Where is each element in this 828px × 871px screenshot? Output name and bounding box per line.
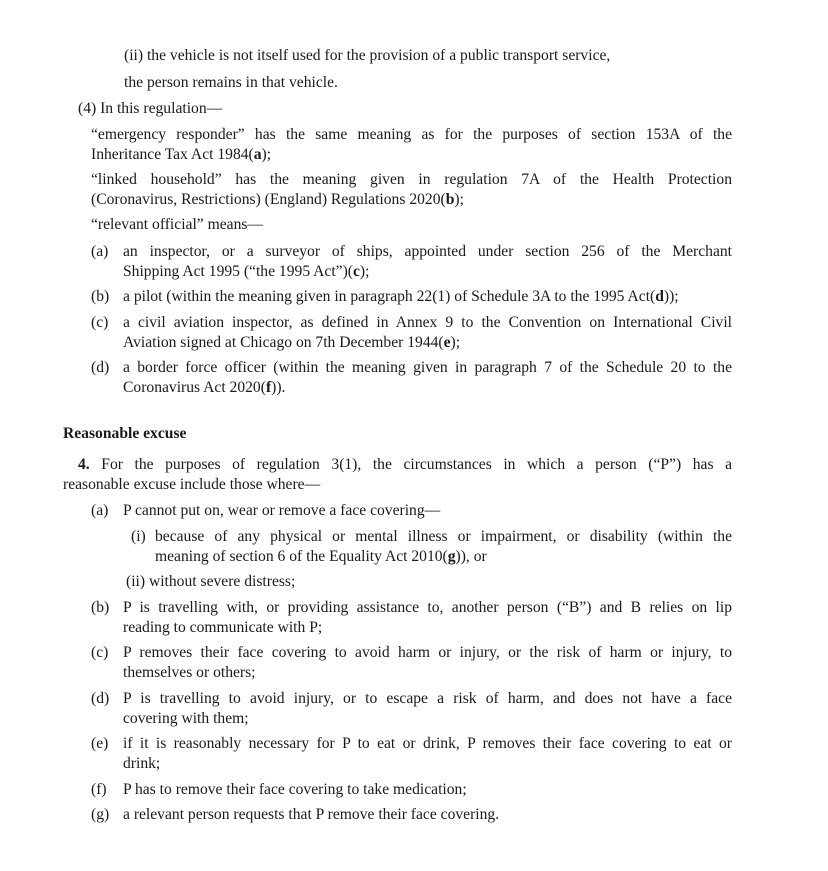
text: Coronavirus Act 2020( (123, 379, 266, 396)
item-label: (a) (91, 243, 109, 260)
item-label: (d) (91, 359, 110, 376)
text: )); (663, 288, 679, 305)
remains-clause: the person remains in that vehicle. (124, 74, 338, 91)
regulation-4-intro-line1 (78, 455, 732, 475)
reason-b-line2: reading to communicate with P; (123, 619, 323, 636)
item-label: (d) (91, 690, 110, 707)
reason-e-line2: drink; (123, 755, 161, 772)
item-label: (c) (91, 314, 109, 331)
footnote-ref: c (352, 263, 360, 280)
reason-a: P cannot put on, wear or remove a face covering— (123, 502, 441, 519)
text: ); (454, 191, 464, 208)
reason-a-ii: (ii) without severe distress; (126, 573, 296, 590)
footnote-ref: f (265, 379, 272, 396)
text: Shipping Act 1995 (“the 1995 Act”)( (123, 263, 353, 280)
text: ); (359, 263, 370, 280)
text: a pilot (within the meaning given in paragraph 22(1) of Schedule 3A to the 1995 Act( (123, 288, 656, 305)
regulation-4-intro-line2: reasonable excuse include those where— (63, 476, 321, 493)
reason-e-line1: if it is reasonably necessary for P to eat or drink, P removes their face covering to eat or (123, 735, 732, 752)
footnote-ref: e (443, 334, 451, 351)
item-b-line1 (123, 287, 679, 307)
reason-a-i-line1: because of any physical or mental illness or impairment, or disability (within the (155, 528, 732, 545)
reason-d-line2: covering with them; (123, 710, 249, 727)
text: (Coronavirus, Restrictions) (England) Regulations 2020( (91, 191, 446, 208)
reason-d-line1: P is travelling to avoid injury, or to escape a risk of harm, and does not have a face (123, 690, 732, 707)
footnote-ref: g (447, 548, 456, 565)
section-heading: Reasonable excuse (63, 425, 187, 442)
definition-linked-household-line2 (91, 190, 464, 210)
reason-c-line2: themselves or others; (123, 664, 256, 681)
item-a-line2 (123, 262, 369, 282)
footnote-ref: d (655, 288, 664, 305)
text: meaning of section 6 of the Equality Act 2010( (155, 548, 448, 565)
sub-paragraph-ii: (ii) the vehicle is not itself used for the provision of a public transport service, (124, 47, 611, 64)
text: For the purposes of regulation 3(1), the circumstances in which a person (“P”) has a (101, 456, 732, 473)
definition-linked-household-line1: “linked household” has the meaning given in regulation 7A of the Health Protection (91, 171, 732, 188)
item-label: (i) (131, 528, 146, 545)
item-c-line2 (123, 333, 460, 353)
text: )), or (455, 548, 487, 565)
footnote-ref: b (445, 191, 455, 208)
text: )). (271, 379, 286, 396)
text: Inheritance Tax Act 1984( (91, 146, 254, 163)
item-d-line2 (123, 378, 285, 398)
definition-relevant-official: “relevant official” means— (91, 216, 264, 233)
item-label: (b) (91, 288, 110, 305)
text: ); (450, 334, 461, 351)
text: ); (261, 146, 272, 163)
reason-f: P has to remove their face covering to take medication; (123, 781, 467, 798)
item-label: (a) (91, 502, 109, 519)
reason-a-i-line2 (155, 547, 487, 567)
definition-emergency-responder-line2 (91, 145, 271, 165)
item-label: (c) (91, 644, 109, 661)
definition-emergency-responder-line1: “emergency responder” has the same meaning as for the purposes of section 153A of the (91, 126, 732, 143)
item-label: (e) (91, 735, 109, 752)
item-d-line1: a border force officer (within the meaning given in paragraph 7 of the Schedule 20 to the (123, 359, 732, 376)
item-label: (g) (91, 806, 110, 823)
reason-b-line1: P is travelling with, or providing assistance to, another person (“B”) and B relies on lip (123, 599, 732, 616)
item-c-line1: a civil aviation inspector, as defined in Annex 9 to the Convention on International Civil (123, 314, 732, 331)
reason-c-line1: P removes their face covering to avoid harm or injury, or the risk of harm or injury, to (123, 644, 732, 661)
item-a-line1: an inspector, or a surveyor of ships, appointed under section 256 of the Merchant (123, 243, 732, 260)
regulation-number: 4. (78, 456, 90, 473)
item-label: (f) (91, 781, 107, 798)
item-label: (b) (91, 599, 110, 616)
text: Aviation signed at Chicago on 7th December 1944( (123, 334, 444, 351)
reason-g: a relevant person requests that P remove their face covering. (123, 806, 500, 823)
footnote-ref: a (253, 146, 262, 163)
definitions-intro: (4) In this regulation— (78, 100, 223, 117)
